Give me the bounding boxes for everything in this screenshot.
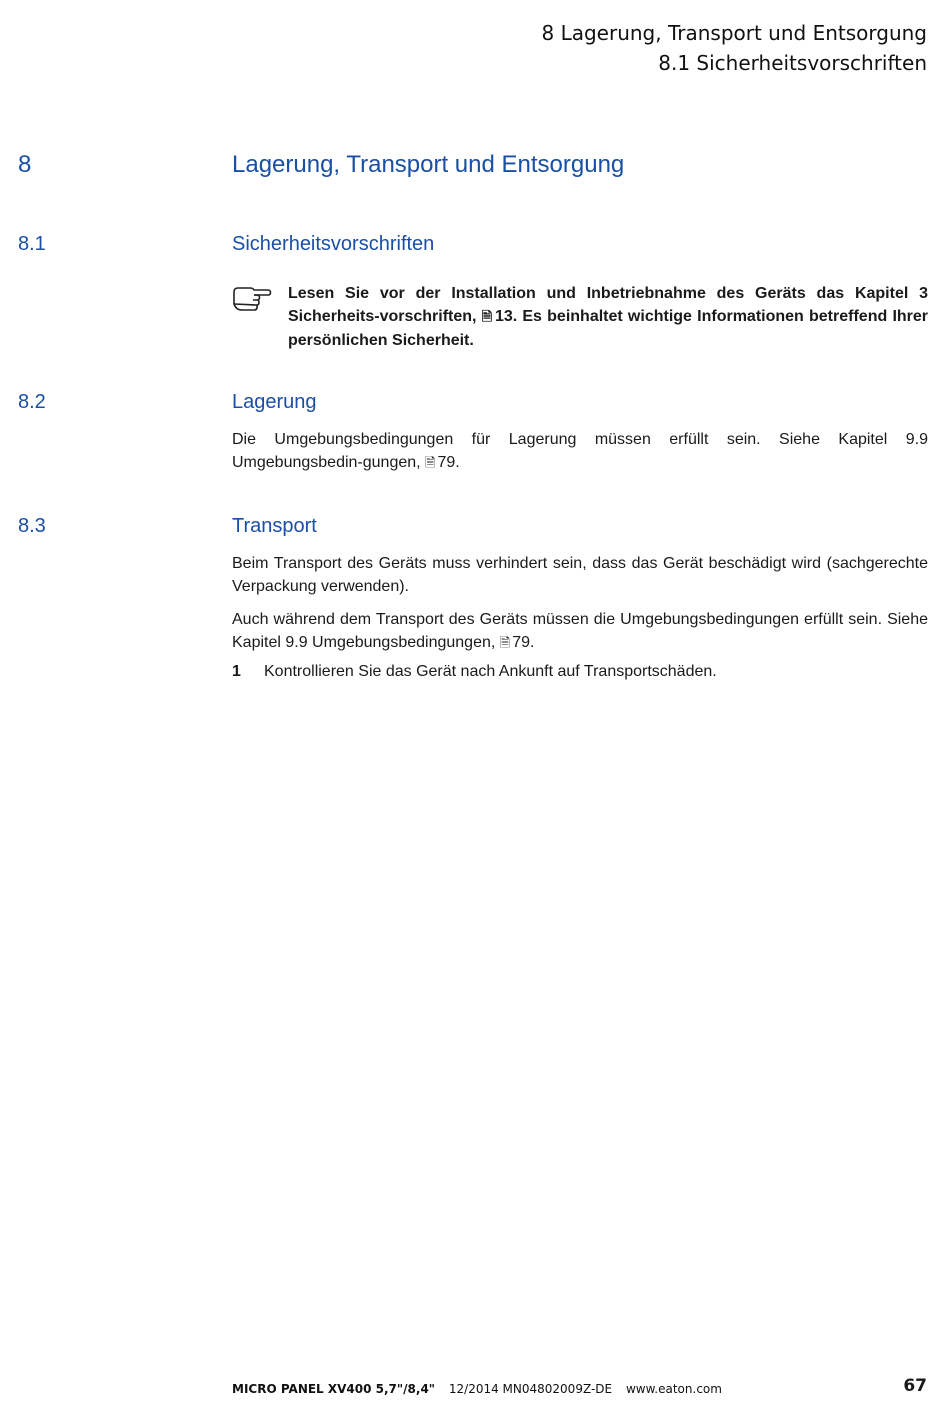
footer xyxy=(232,1382,732,1396)
section-title: Lagerung xyxy=(232,391,317,413)
storage-suffix: . xyxy=(455,454,460,471)
footer-product: MICRO PANEL XV400 5,7"/8,4" xyxy=(232,1382,436,1396)
transport-text: Auch während dem Transport des Geräts müssen die Umgebungsbedingungen erfüllt sein. Siehe Kapitel 9.9 Umgebungsbedingungen, xyxy=(232,611,928,651)
note-page-ref[interactable]: 13 xyxy=(494,308,513,325)
transport-page-ref[interactable]: 79 xyxy=(512,634,531,651)
storage-paragraph xyxy=(232,428,928,475)
footer-doc-info: 12/2014 MN04802009Z-DE xyxy=(448,1382,613,1396)
document-page-icon: 🗎 xyxy=(499,636,511,651)
storage-text: Die Umgebungsbedingungen für Lagerung müssen erfüllt sein. Siehe Kapitel 9.9 Umgebungsbedin-gungen, xyxy=(232,431,928,471)
document-page-icon: 🗎 xyxy=(481,310,493,325)
step-text: Kontrollieren Sie das Gerät nach Ankunft auf Transportschäden. xyxy=(264,663,717,680)
section-title: Sicherheitsvorschriften xyxy=(232,233,435,255)
running-head-chapter: 8 Lagerung, Transport und Entsorgung xyxy=(541,21,927,45)
transport-paragraph-1: Beim Transport des Geräts muss verhindert sein, dass das Gerät beschädigt wird (sachgerechte Verpackung verwenden). xyxy=(232,555,928,595)
running-head-section: 8.1 Sicherheitsvorschriften xyxy=(658,51,927,75)
document-page-icon: 🗎 xyxy=(425,456,436,471)
transport-suffix: . xyxy=(530,634,535,651)
note-text-part: Lesen Sie vor der Installation und Inbetriebnahme des Geräts das Kapitel 3 Sicherheits-vorschriften, xyxy=(288,285,928,325)
running-head xyxy=(542,18,928,78)
footer-website[interactable]: www.eaton.com xyxy=(625,1382,722,1396)
pointing-hand-icon xyxy=(232,282,272,312)
section-number: 8.2 xyxy=(18,391,46,413)
safety-note-text xyxy=(288,282,928,352)
note-text-part: . Es beinhaltet wichtige Informationen betreffend Ihrer persönlichen Sicherheit. xyxy=(288,308,929,349)
page-number: 67 xyxy=(903,1376,927,1396)
chapter-number: 8 xyxy=(18,151,32,178)
step-number: 1 xyxy=(232,663,241,680)
section-title: Transport xyxy=(232,515,317,537)
storage-page-ref[interactable]: 79 xyxy=(437,454,456,471)
chapter-title: Lagerung, Transport und Entsorgung xyxy=(232,151,625,178)
section-number: 8.1 xyxy=(18,233,46,255)
transport-paragraph-2 xyxy=(232,608,928,655)
section-number: 8.3 xyxy=(18,515,46,537)
